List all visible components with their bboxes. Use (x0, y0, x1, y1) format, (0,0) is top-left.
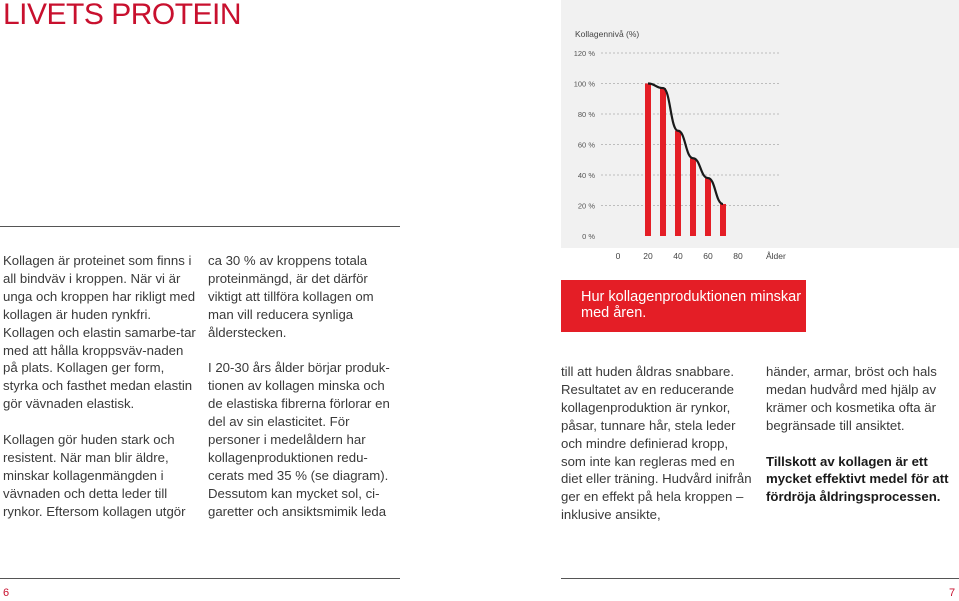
paragraph-4: I 20-30 års ålder börjar produk-tionen av kollagen minska och de elastiska fibrerna förlorar en del av sin elasticitet. För personer i medelåldern har kollagenproduktionen redu-cerats med 35 % (se diagram). Dessutom kan mycket sol, ci-garetter och ansiktsmimik leda (208, 360, 390, 519)
y-tick-label: 120 % (573, 49, 595, 58)
paragraph-2: Kollagen gör huden stark och resistent. När man blir äldre, minskar kollagenmängden i vävnaden och detta leder till rynkor. Eftersom kollagen utgör (3, 432, 186, 519)
bar (720, 204, 726, 236)
y-tick-label: 0 % (582, 232, 595, 241)
page-number-right: 7 (949, 587, 956, 599)
page-title: LIVETS PROTEIN (3, 0, 242, 31)
paragraph-1: Kollagen är proteinet som finns i all bindväv i kroppen. När vi är unga och kroppen har rikligt med kollagen är huden rynkfri. Kollagen och elastin samarbe-tar med att hålla kroppsväv-naden på plats. Kollagen ger form, styrka och fasthet medan elastin gör vävnaden elastisk. (3, 253, 196, 412)
text-column-2 (208, 252, 401, 521)
text-column-4 (766, 363, 959, 506)
bar (690, 158, 696, 236)
bar (660, 88, 666, 236)
bar (705, 178, 711, 236)
x-tick-label: 0 (615, 251, 621, 261)
text-column-3 (561, 363, 753, 524)
paragraph-6: händer, armar, bröst och hals medan hudvård med hjälp av krämer och kosmetika ofta är begränsade till ansiktet. (766, 364, 937, 433)
y-axis-label: Kollagennivå (%) (575, 29, 640, 39)
collagen-chart (561, 0, 959, 270)
y-tick-label: 40 % (577, 171, 595, 180)
bar (675, 131, 681, 236)
bar (645, 84, 651, 237)
paragraph-5: till att huden åldras snabbare. Resultatet av en reducerande kollagenproduktion är rynkor, påsar, tunnare hår, stela leder och mindre definierad kropp, som inte kan regleras med en diet eller träning. Hudvård inifrån ger en effekt på hela kroppen – inklusive ansikte, (561, 364, 752, 523)
y-tick-label: 60 % (577, 140, 595, 150)
trend-curve (648, 84, 723, 204)
x-tick-label: 20 (643, 251, 653, 261)
y-tick-label: 20 % (577, 201, 595, 211)
x-tick-label: 40 (673, 251, 683, 261)
x-axis-label: Ålder (766, 251, 786, 261)
x-tick-label: 60 (703, 251, 713, 261)
divider-left-top (0, 226, 400, 227)
y-tick-label: 80 % (577, 110, 595, 119)
divider-right-bottom (561, 578, 959, 579)
text-column-1 (3, 252, 196, 521)
paragraph-7-bold: Tillskott av kollagen är ett mycket effektivt medel för att fördröja åldringsprocessen. (766, 453, 949, 505)
page-number-left: 6 (3, 587, 10, 599)
chart-banner: Hur kollagenproduktionen minskar med åren. (561, 280, 806, 332)
x-tick-label: 80 (733, 251, 743, 261)
divider-left-bottom (0, 578, 400, 579)
paragraph-3: ca 30 % av kroppens totala proteinmängd, är det därför viktigt att tillföra kollagen om man vill reducera synliga ålderstecken. (208, 253, 374, 340)
y-tick-label: 100 % (573, 79, 595, 89)
